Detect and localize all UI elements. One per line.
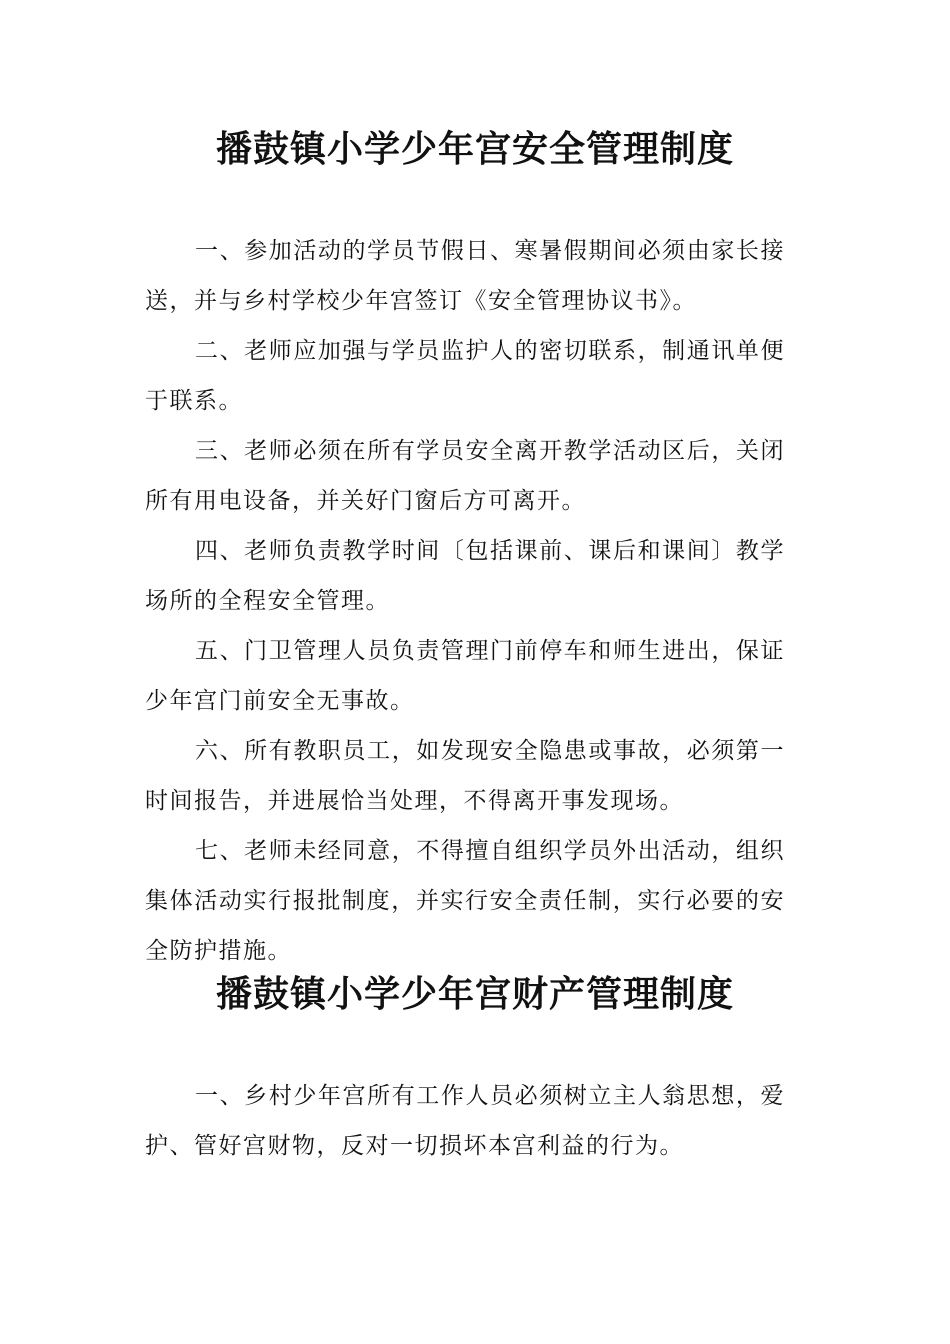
property-rules-title: 播鼓镇小学少年宫财产管理制度 — [215, 973, 734, 1015]
property-rules-body — [145, 1071, 785, 1171]
safety-rules-title: 播鼓镇小学少年宫安全管理制度 — [215, 128, 734, 170]
safety-rule-1: 一、参加活动的学员节假日、寒暑假期间必须由家长接送，并与乡村学校少年宫签订《安全管理协议书》。 — [145, 238, 785, 314]
safety-rule-5: 五、门卫管理人员负责管理门前停车和师生进出，保证少年宫门前安全无事故。 — [145, 638, 785, 714]
safety-rule-6: 六、所有教职员工，如发现安全隐患或事故，必须第一时间报告，并进展恰当处理，不得离开事发现场。 — [145, 738, 785, 814]
safety-rules-body — [145, 226, 785, 976]
safety-rule-7: 七、老师未经同意，不得擅自组织学员外出活动，组织集体活动实行报批制度，并实行安全责任制，实行必要的安全防护措施。 — [145, 838, 785, 964]
safety-rule-3: 三、老师必须在所有学员安全离开教学活动区后，关闭所有用电设备，并关好门窗后方可离开。 — [145, 438, 785, 514]
property-rule-1: 一、乡村少年宫所有工作人员必须树立主人翁思想，爱护、管好宫财物，反对一切损坏本宫利益的行为。 — [145, 1083, 785, 1159]
safety-rule-2: 二、老师应加强与学员监护人的密切联系，制通讯单便于联系。 — [145, 338, 785, 414]
safety-rule-4: 四、老师负责教学时间〔包括课前、课后和课间〕教学场所的全程安全管理。 — [145, 538, 785, 614]
